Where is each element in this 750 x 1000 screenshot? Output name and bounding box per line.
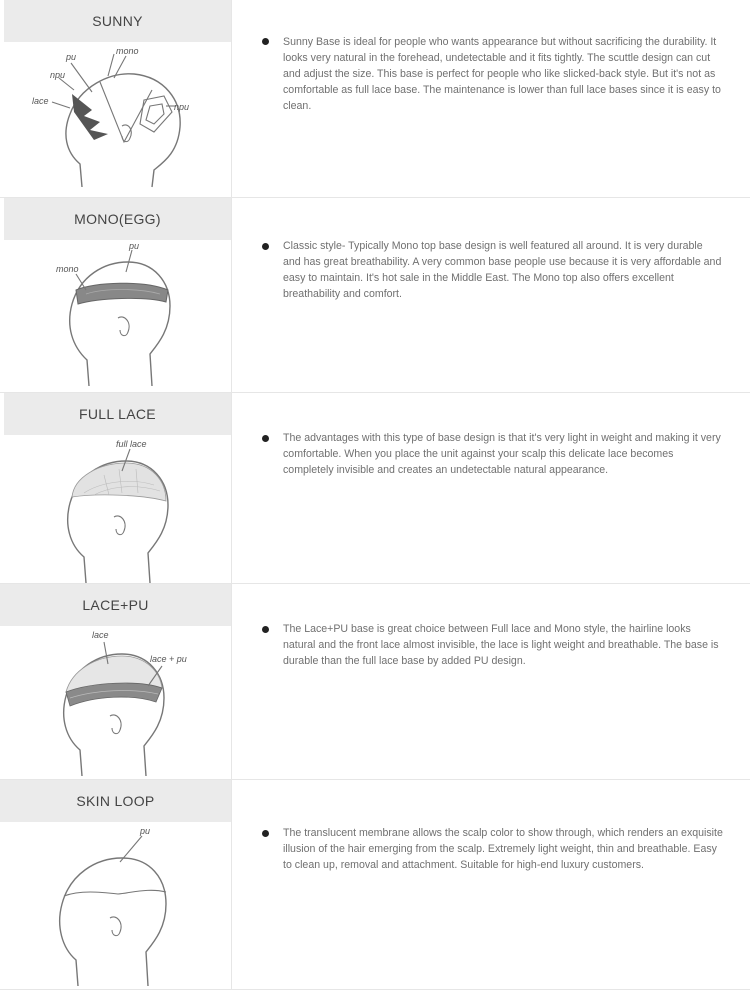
column-divider [231, 393, 232, 584]
section-skin-loop [0, 780, 750, 990]
title-band [0, 584, 231, 626]
bullet-icon [262, 435, 269, 442]
column-divider [231, 780, 232, 990]
title-band [4, 198, 231, 240]
section-left-panel [0, 780, 231, 990]
bullet-icon [262, 830, 269, 837]
section-mono-egg [0, 198, 750, 393]
label-lace-pu: lace + pu [150, 654, 187, 664]
section-description: The translucent membrane allows the scalp color to show through, which renders an exquisite illusion of the hair emerging from the scalp. Extremely light weight, thin and breathable. Easy to clean up, removal and attachment. Suitable for high-end luxury customers. [283, 827, 723, 871]
title-band [4, 0, 231, 42]
column-divider [231, 584, 232, 780]
title-band [0, 780, 231, 822]
full-lace-head-illustration [4, 435, 231, 585]
label-lace: lace [32, 96, 49, 106]
label-npu-right: npu [174, 102, 190, 112]
section-title: FULL LACE [79, 406, 156, 422]
section-description: The Lace+PU base is great choice between Full lace and Mono style, the hairline looks natural and the front lace almost invisible, the lace is light weight and breathable. The base is durable than the full lace base by added PU design. [283, 623, 719, 667]
sunny-head-illustration [4, 42, 231, 192]
label-npu: npu [50, 70, 66, 80]
column-divider [231, 198, 232, 393]
section-title: MONO(EGG) [74, 211, 161, 227]
mono-head-illustration [4, 240, 231, 390]
lace-pu-head-illustration [0, 626, 227, 776]
section-left-panel [4, 198, 231, 393]
bullet-icon [262, 38, 269, 45]
label-pu: pu [129, 241, 140, 251]
section-title: SKIN LOOP [76, 793, 155, 809]
skin-loop-head-illustration [0, 822, 227, 987]
section-description: The advantages with this type of base design is that it's very light in weight and making it very comfortable. When you place the unit against your scalp this delicate lace becomes completely invisible and creates an undetectable natural appearance. [283, 432, 721, 476]
bullet-icon [262, 626, 269, 633]
section-lace-pu [0, 584, 750, 780]
section-title: LACE+PU [82, 597, 149, 613]
section-divider [0, 989, 750, 990]
title-band [4, 393, 231, 435]
section-left-panel [4, 393, 231, 584]
label-pu: pu [140, 826, 151, 836]
section-left-panel [0, 584, 231, 780]
label-lace: lace [92, 630, 109, 640]
section-sunny [0, 0, 750, 198]
section-title: SUNNY [92, 13, 143, 29]
section-description: Sunny Base is ideal for people who wants appearance but without sacrificing the durability. It looks very natural in the forehead, undetectable and it fits tightly. The scuttle design can cut and adjust the size. This base is perfect for people who like slicked-back style. But it's not as comfortable as full lace base. The maintenance is lower than full lace bases since it is easy to clean. [283, 36, 721, 112]
label-mono: mono [116, 46, 139, 56]
section-full-lace [0, 393, 750, 584]
section-description: Classic style- Typically Mono top base design is well featured all around. It is very durable and has great breathability. A very common base people use because it is very affordable and easy to maintain. It's hot sale in the Middle East. The Mono top also offers excellent breathability and comfort. [283, 240, 722, 300]
label-mono: mono [56, 264, 79, 274]
section-left-panel [4, 0, 231, 198]
label-pu: pu [66, 52, 77, 62]
label-full-lace: full lace [116, 439, 147, 449]
bullet-icon [262, 243, 269, 250]
column-divider [231, 0, 232, 198]
